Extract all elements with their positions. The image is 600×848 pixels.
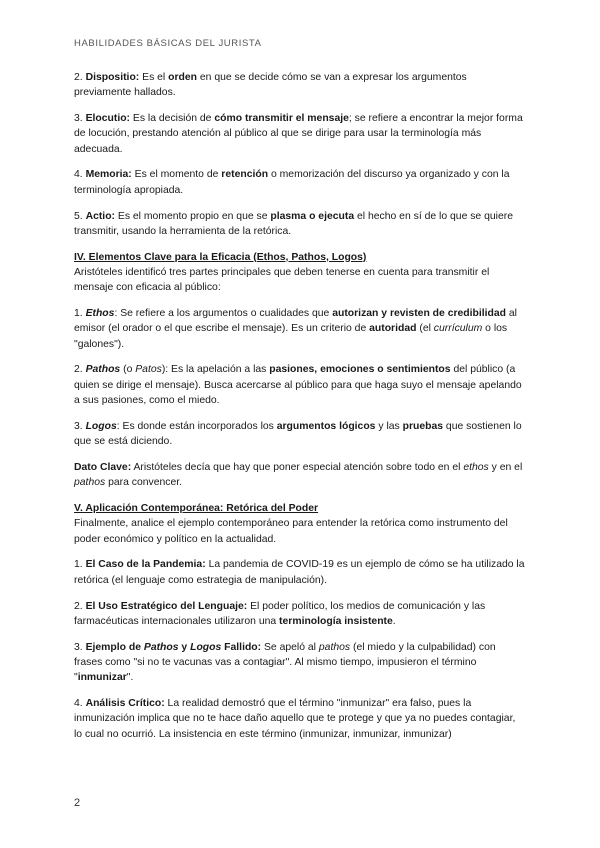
item-number: 3.: [74, 420, 86, 432]
term-label: Pathos: [143, 641, 179, 653]
term-label: Logos: [190, 641, 222, 653]
paragraph-dato-clave: [74, 460, 526, 491]
paragraph-uso-estrategico: [74, 599, 526, 630]
document-body: [74, 70, 526, 752]
bold-term: argumentos lógicos: [276, 420, 376, 432]
item-number: 2.: [74, 72, 86, 83]
text-run: en que se decide cómo se van a expresar los argumentos previamente hallados.: [74, 72, 467, 99]
text-run: y en el: [488, 461, 523, 473]
bold-term: autorizan y revisten de credibilidad: [332, 308, 507, 320]
text-run: ): Es la apelación a las: [161, 364, 270, 376]
text-run: (o: [120, 364, 136, 376]
item-number: 4.: [74, 698, 86, 709]
item-number: 5.: [74, 210, 86, 222]
text-run: que sostienen lo que se está diciendo.: [74, 420, 522, 448]
bold-term: pasiones, emociones o sentimientos: [269, 364, 451, 376]
text-run: Aristóteles decía que hay que poner especial atención sobre todo en el: [131, 461, 464, 473]
text-run: (el miedo y la culpabilidad) con frases como "si no te vacunas vas a contagiar". Al mismo tiempo, impusieron el término ": [74, 641, 496, 684]
text-run: Es el momento propio en que se: [115, 210, 271, 222]
term-label: Ethos: [85, 308, 115, 320]
term-label: Pathos: [85, 364, 121, 376]
term-label: Memoria:: [85, 169, 132, 181]
term-label: El Caso de la Pandemia:: [85, 559, 206, 571]
paragraph-memoria: [74, 167, 526, 198]
paragraph-pandemia: [74, 557, 526, 588]
term-label: Actio:: [85, 210, 115, 222]
text-run: Es el momento de: [131, 169, 222, 181]
bold-term: autoridad: [369, 323, 417, 335]
bold-term: pruebas: [402, 420, 444, 432]
text-run: ".: [126, 672, 134, 684]
term-label: Fallido:: [221, 641, 262, 653]
bold-term: plasma o ejecuta: [270, 210, 355, 222]
paragraph-pathos: [74, 362, 526, 408]
italic-term: currículum: [433, 323, 483, 335]
italic-term: Patos: [135, 364, 162, 376]
section-intro-iv: Aristóteles identificó tres partes principales que deben tenerse en cuenta para transmitir el mensaje con eficacia al público:: [74, 266, 490, 294]
text-run: La realidad demostró que el término "inmunizar" era falso, pues la inmunización implica que no te hace daño aquello que te protege y que ya no puedes contagiar, lo cual no ocurrió. La insistencia en este término (inmunizar, inmunizar, inmunizar): [74, 698, 516, 740]
text-run: para convencer.: [105, 477, 183, 489]
term-label: Logos: [85, 420, 117, 432]
term-label: Dispositio:: [85, 72, 140, 83]
item-number: 2.: [74, 364, 86, 376]
term-label: Elocutio:: [85, 113, 131, 125]
section-heading-iv: IV. Elementos Clave para la Eficacia (Ethos, Pathos, Logos): [74, 251, 367, 263]
italic-term: pathos: [318, 641, 351, 653]
text-run: o memorización del discurso ya organizado y con la terminología apropiada.: [74, 169, 510, 196]
text-run: el hecho en sí de lo que se quiere transmitir, usando la herramienta de la retórica.: [74, 210, 513, 237]
bold-term: retención: [221, 169, 269, 181]
paragraph-actio: [74, 209, 526, 240]
term-label: Análisis Crítico:: [85, 698, 165, 709]
term-label: y: [178, 641, 191, 653]
text-run: Es el: [139, 72, 169, 83]
text-run: o los "galones").: [74, 323, 508, 350]
page-number: 2: [74, 797, 81, 809]
bold-term: orden: [168, 72, 197, 83]
bold-term: inmunizar: [77, 672, 127, 684]
bold-term: terminología insistente: [279, 615, 393, 627]
text-run: y las: [375, 420, 403, 432]
text-run: Se apeló al: [261, 641, 319, 653]
text-run: (el: [416, 323, 434, 335]
item-number: 3.: [74, 113, 86, 125]
italic-term: ethos: [463, 461, 489, 473]
item-number: 1.: [74, 559, 86, 571]
item-number: 4.: [74, 169, 86, 181]
text-run: : Se refiere a los argumentos o cualidades que: [114, 308, 333, 320]
term-label: Ejemplo de: [85, 641, 144, 653]
paragraph-logos: [74, 419, 526, 450]
text-run: al emisor (el orador o el que escribe el mensaje). Es un criterio de: [74, 308, 517, 335]
text-run: del público (a quien se dirige el mensaje). Busca acercarse al público para que haga suyo el mensaje apelando a sus pasiones, como el miedo.: [74, 364, 522, 407]
paragraph-ethos: [74, 306, 526, 352]
paragraph-ejemplo-fallido: [74, 640, 526, 686]
text-run: .: [392, 615, 396, 627]
item-number: 1.: [74, 308, 86, 320]
running-header: HABILIDADES BÁSICAS DEL JURISTA: [74, 38, 262, 49]
text-run: La pandemia de COVID-19 es un ejemplo de cómo se ha utilizado la retórica (el lenguaje como estrategia de manipulación).: [74, 559, 525, 586]
text-run: ; se refiere a encontrar la mejor forma de locución, prestando atención al público al que se dirige para usar la terminología más adecuada.: [74, 113, 523, 155]
section-heading-v: V. Aplicación Contemporánea: Retórica del Poder: [74, 503, 319, 515]
bold-term: cómo transmitir el mensaje: [214, 113, 349, 125]
paragraph-analisis-critico: [74, 696, 526, 742]
paragraph-dispositio: [74, 70, 526, 101]
text-run: Es la decisión de: [130, 113, 215, 125]
term-label: El Uso Estratégico del Lenguaje:: [85, 600, 248, 612]
term-label: Dato Clave:: [74, 461, 132, 473]
item-number: 3.: [74, 641, 86, 653]
text-run: : Es donde están incorporados los: [116, 420, 277, 432]
section-intro-v: Finalmente, analice el ejemplo contemporáneo para entender la retórica como instrumento del poder económico y político en la actualidad.: [74, 518, 508, 545]
item-number: 2.: [74, 600, 86, 612]
paragraph-elocutio: [74, 111, 526, 157]
italic-term: pathos: [74, 477, 106, 489]
text-run: El poder político, los medios de comunicación y las farmacéuticas internacionales utilizaron una: [74, 600, 486, 627]
